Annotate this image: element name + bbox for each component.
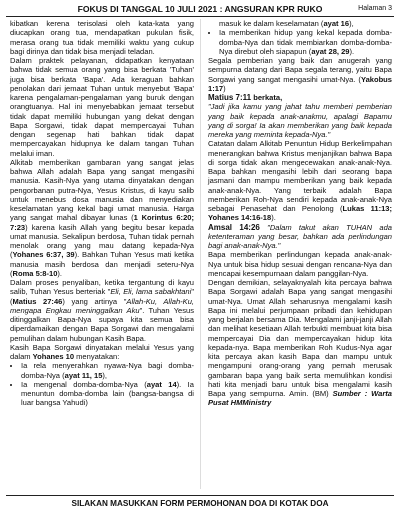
paragraph: Dalam proses penyaliban, ketika tergantung di kayu salib, Tuhan Yesus berteriak "Eli, Eli, lama sabakhtani" (Matius 27:46) yang artinya "Allah-Ku, Allah-Ku, mengapa Engkau meninggalkan Aku". Tuhan Yesus ditinggalkan Bapa-Nya supaya kita semua bisa diperdamaikan dengan Bapa Sorgawi dan mengalami pemulihan dalam hubungan Kasih Bapa. bbox=[10, 278, 195, 343]
column-divider bbox=[200, 19, 201, 489]
paragraph: Bapa memberikan perlindungan kepada anak-anak-Nya untuk bisa hidup sesuai dengan rencana-Nya dan mencapai kesempurnaan dalam panggilan-Nya. bbox=[208, 250, 392, 278]
bible-reference: Yohanes 6:37, 39 bbox=[12, 250, 75, 260]
paragraph: Segala pemberian yang baik dan anugerah yang sempurna datang dari Bapa segala terang, yaitu Bapa Sorgawi yang sangat mengasihi umat-Nya. (Yakobus 1:17) bbox=[208, 56, 392, 93]
bible-reference: 1 Korintus 6:20; 7:23 bbox=[10, 213, 194, 232]
left-column bbox=[10, 19, 194, 408]
bullet-list bbox=[10, 361, 194, 407]
paragraph: Dalam praktek pelayanan, didapatkan kenyataan bahwa tidak semua orang yang bisa berkata 'Tuhan' juga bisa berkata 'Bapa'. Ada keraguan bahkan penolakan dari jemaat Tuhan untuk menyebut 'Bapa' karena pengalaman-pengalaman yang buruk dengan orangtuanya. Hal ini menyebabkan jemaat tersebut tidak dapat memiliki hubungan yang dekat dengan Bapa Sorgawi, tidak dapat mempercayai Tuhan dengan segenap hati bahkan tidak dapat mempercayakan hidupnya ke dalam tangan Tuhan melalui iman. bbox=[10, 56, 194, 158]
bible-reference: Matius 27:46 bbox=[12, 296, 63, 306]
header-title: FOKUS DI TANGGAL 10 JULI 2021 : ANGSURAN KPR RUKO bbox=[77, 4, 323, 14]
footer-notice: SILAKAN MASUKKAN FORM PERMOHONAN DOA DI KOTAK DOA bbox=[71, 499, 329, 508]
paragraph: Alkitab memberikan gambaran yang sangat jelas bahwa Allah adalah Bapa yang sangat mengasihi manusia. Kasih-Nya yang utama dinyatakan dengan pengorbanan putra-Nya, Yesus Kristus, di kayu salib untuk menebus dosa manusia dan menyediakan keselamatan yang kekal bagi umat manusia. Harga yang sangat mahal dibayar lunas (1 Korintus 6:20; 7:23) karena kasih Allah yang begitu besar kepada umat manusia. Sekalipun berdosa, Tuhan tidak pernah menolak orang yang mau datang kepada-Nya (Yohanes 6:37, 39). Bahkan Tuhan Yesus mati ketika manusia masih berdosa dan menjadi seteru-Nya (Roma 5:8-10). bbox=[10, 157, 195, 278]
right-column bbox=[208, 19, 392, 408]
paragraph: Dengan demikian, selayaknyalah kita percaya bahwa Bapa Sorgawi adalah Bapa yang sangat mengasihi umat-Nya. Umat Allah seharusnya mengalami kasih Bapa ini melalui perjumpaan pribadi dan kehidupan yang berjalan bersama Dia. Mengalami janji-janji Allah dan melihat kesetiaan Allah terbukti membuat kita bisa mempercayai Dia dan mempercayakan hidup kita kepada-nya. Bapa memberikan Roh Kudus-Nya agar kita percaya akan kasih Bapa dan mampu untuk mengampuni orang-orang yang pernah merusak gambaran bapa yang baik serta memulihkan kondisi hati kita menjadi baru untuk bisa mengalami kasih Bapa yang sempurna. Amin. (BM) Sumber : Warta Pusat HMMinistry bbox=[208, 278, 392, 408]
bible-reference: Yakobus 1:17 bbox=[208, 74, 392, 93]
list-item: • Ia rela menyerahkan nyawa-Nya bagi domba-domba-Nya (ayat 11, 15), bbox=[21, 361, 194, 380]
paragraph: Catatan dalam Alkitab Penuntun Hidup Berkelimpahan menerangkan bahwa Kristus menjanjikan bahwa Bapa di sorga tidak akan mengecewakan anak-anak-Nya. Bapa bahkan mengasihi lebih dari seorang bapa jasmani dan mampu memberikan yang baik kepada anak-anak-Nya. Yang terbaik adalah Bapa memberikan Roh-Nya sendiri kepada anak-anak-Nya sebagai Penasehat dan Penolong (Lukas 11:13; Yohanes 14:16-18). bbox=[208, 139, 392, 223]
page-header bbox=[6, 3, 394, 17]
page-number-label: Halaman 3 bbox=[358, 5, 392, 12]
bullet-list bbox=[208, 28, 392, 56]
bible-reference: Lukas 11:13; Yohanes 14:16-18 bbox=[208, 204, 392, 223]
paragraph: kibatkan kerena terisolasi oleh kata-kata yang diucapkan orang tua, mendapatkan pukulan fisik, merasa orang tua tidak memiliki waktu yang cukup bagi dirinya dan tidak bisa menjadi teladan. bbox=[10, 19, 194, 56]
source-credit: Sumber : Warta Pusat HMMinistry bbox=[208, 389, 392, 408]
bible-reference: Yohanes 10 bbox=[32, 352, 75, 361]
quote: Eli, Eli, lama sabakhtani bbox=[110, 287, 192, 297]
quote: Allah-Ku, Allah-Ku, mengapa Engkau meninggalkan Aku bbox=[10, 296, 195, 315]
paragraph: masuk ke dalam keselamatan (ayat 16), bbox=[219, 19, 354, 28]
page-footer bbox=[6, 495, 394, 510]
bible-reference: Roma 5:8-10 bbox=[12, 268, 58, 278]
paragraph: Kasih Bapa Sorgawi dinyatakan melalui Yesus yang dalam Yohanes 10 menyatakan: bbox=[10, 342, 194, 361]
verse-quote: Amsal 14:26 "Dalam takut akan TUHAN ada ketenteraman yang besar, bahkan ada perlindungan bagi anak-anak-Nya." bbox=[208, 222, 392, 250]
verse-heading: Matius 7:11 berkata, bbox=[208, 93, 283, 102]
list-item: • Ia memberikan hidup yang kekal kepada domba-domba-Nya dan tidak membiarkan domba-domba-Nya direbut oleh siapapun (ayat 28, 29). bbox=[219, 28, 392, 56]
list-item: • Ia mengenal domba-domba-Nya (ayat 14). Ia menuntun domba-domba lain (bangsa-bangsa di luar bangsa Yahudi) bbox=[21, 380, 194, 408]
verse-quote: "Jadi jika kamu yang jahat tahu memberi pemberian yang baik kepada anak-anakmu, apalagi Bapamu yang di sorga! Ia akan memberikan yang baik kepada mereka yang meminta kepada-Nya." bbox=[208, 102, 392, 139]
